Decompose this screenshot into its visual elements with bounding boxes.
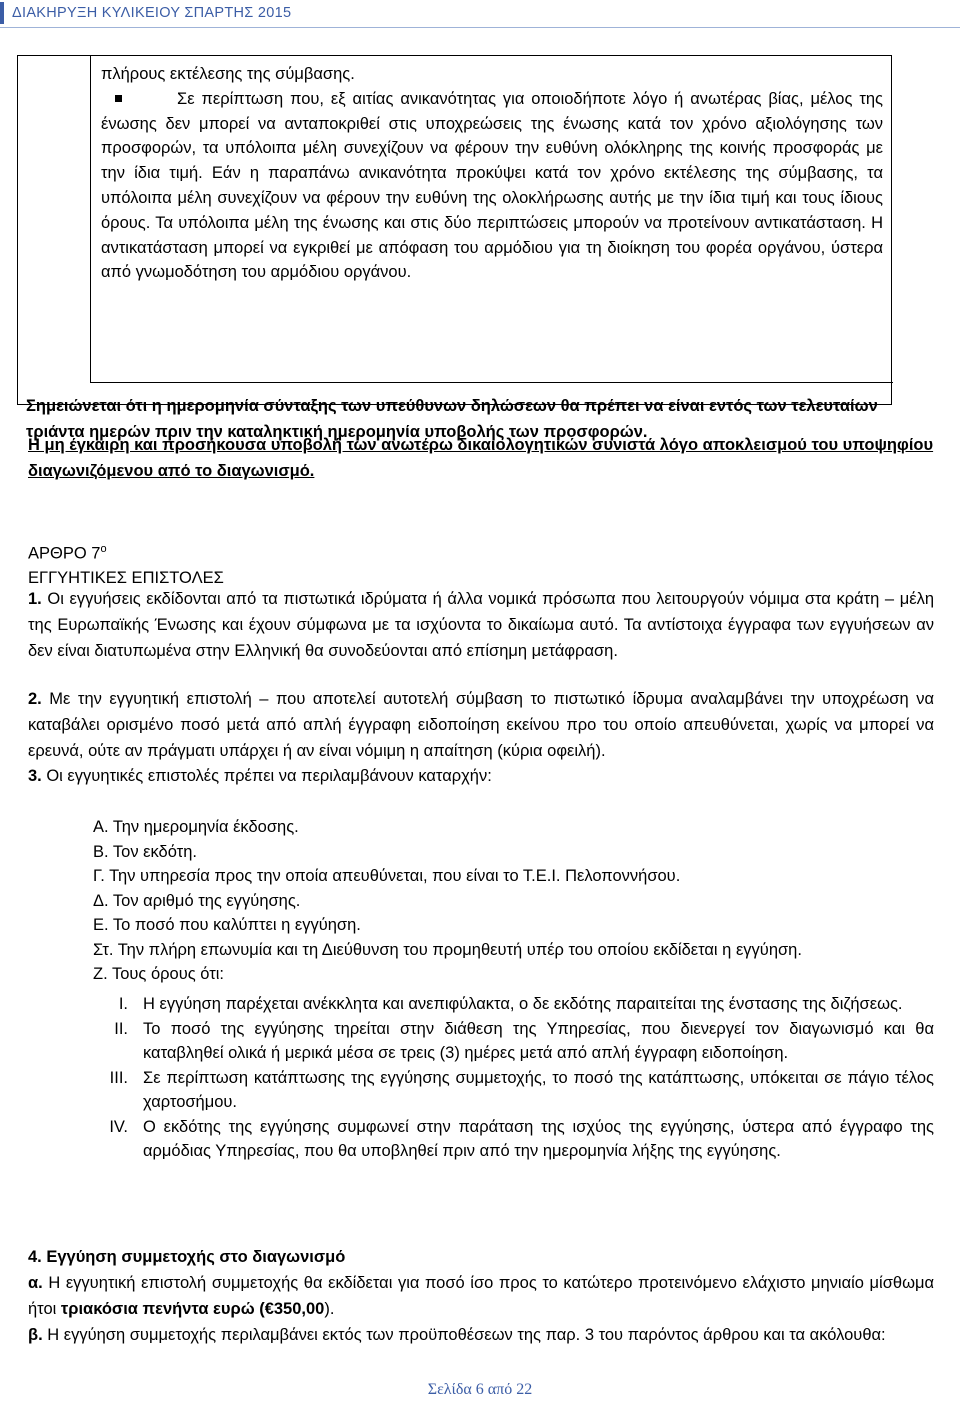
roman-num: IV. [109, 1117, 128, 1136]
p4a-num: α. [28, 1274, 43, 1292]
p2-num: 2. [28, 690, 42, 708]
list-item: Δ. Τον αριθμό της εγγύησης. [93, 891, 301, 910]
paragraph-1-text [28, 586, 934, 664]
square-bullet-icon [115, 95, 122, 102]
roman-text: Ο εκδότης της εγγύησης συμφωνεί στην παράταση της ισχύος της εγγύησης, ύστερα από έγγραφο της αρμόδιας Υπηρεσίας, που θα υποβληθεί πριν από την ημερομηνία λήξης της εγγύησης. [143, 1117, 934, 1160]
inner-cell [90, 56, 893, 383]
warning-text: Η μη έγκαιρη και προσήκουσα υποβολή των ανωτέρω δικαιολογητικών συνιστά λόγο αποκλεισμού του υποψηφίου διαγωνιζόμενου από το διαγωνισμό. [28, 436, 934, 480]
roman-text: Σε περίπτωση κατάπτωσης της εγγύησης συμμετοχής, το ποσό της κατάπτωσης, υπόκειται σε πάγιο τέλος χαρτοσήμου. [143, 1068, 934, 1111]
roman-num: I. [118, 995, 128, 1013]
paragraph-1 [28, 586, 934, 664]
inner-cell-text [101, 62, 883, 285]
article-heading-block [28, 536, 934, 591]
list-item: Γ. Την υπηρεσία προς την οποία απευθύνεται, που είναι το Τ.Ε.Ι. Πελοποννήσου. [93, 867, 681, 885]
article-heading-text: ΑΡΘΡΟ 7 [28, 544, 101, 563]
list-item: Ε. Το ποσό που καλύπτει η εγγύηση. [93, 916, 361, 934]
header-rule [0, 27, 960, 28]
p4-title: 4. Εγγύηση συμμετοχής στο διαγωνισμό [28, 1248, 346, 1266]
bullet-text: Σε περίπτωση που, εξ αιτίας ανικανότητας για οποιοδήποτε λόγο ή ανωτέρας βίας, μέλος της ένωσης δεν μπορεί να ανταποκριθεί στις υποχρεώσεις της ένωσης κατά τον χρόνο αξιολόγησης των προσφορών, τα υπόλοιπα μέλη συνεχίζουν να φέρουν την ευθύνη ολόκληρης της κοινής προσφοράς με την ίδια τιμή. Εάν η παραπάνω ανικανότητα προκύψει κατά τον χρόνο εκτέλεσης της σύμβασης, τα υπόλοιπα μέλη συνεχίζουν να φέρουν την ευθύνη της ολοκλήρωσης αυτής με την ίδια τιμή και τους ίδιους όρους. Τα υπόλοιπα μέλη της ένωσης και στις δύο περιπτώσεις μπορούν να προτείνουν αντικατάσταση. Η αντικατάσταση μπορεί να εγκριθεί με απόφαση του αρμόδιου για τη διοίκηση του φορέα οργάνου, ύστερα από γνωμοδότηση του αρμόδιου οργάνου. [101, 89, 883, 282]
box-line1: πλήρους εκτέλεσης της σύμβασης. [101, 65, 355, 83]
roman-text: Το ποσό της εγγύησης τηρείται στην διάθεση της Υπηρεσίας, που διενεργεί τον διαγωνισμό και θα καταβληθεί ολικά ή μερικά μέσα σε τρεις (3) ημέρες μετά από απλή έγγραφη ειδοποίηση. [143, 1019, 934, 1062]
requirements-list [28, 815, 934, 987]
paragraph-3 [28, 763, 934, 789]
page-header [0, 0, 960, 30]
p1-num: 1. [28, 590, 42, 608]
p4a-body: Η εγγυητική επιστολή συμμετοχής θα εκδίδεται για ποσό ίσο προς το κατώτερο προτεινόμενο ελάχιστο μηνιαίο μίσθωμα ήτοι [28, 1274, 934, 1318]
roman-item [28, 1017, 934, 1066]
p4a-amount: τριακόσια πενήντα ευρώ (€350,00 [60, 1300, 325, 1318]
p1-body: Οι εγγυήσεις εκδίδονται από τα πιστωτικά ιδρύματα ή άλλα νομικά πρόσωπα που λειτουργούν νόμιμα στα κράτη – μέλη της Ευρωπαϊκής Ένωσης και έχουν σύμφωνα με τα ισχύοντα το δικαίωμα αυτό. Τα αντίστοιχα έγγραφα των εγγυήσεων αν δεν είναι διατυπωμένα στην Ελληνική θα συνοδεύονται από επίσημη μετάφραση. [28, 590, 934, 660]
article-subheading: ΕΓΓΥΗΤΙΚΕΣ ΕΠΙΣΤΟΛΕΣ [28, 568, 224, 587]
p3-body: Οι εγγυητικές επιστολές πρέπει να περιλαμβάνουν καταρχήν: [41, 767, 492, 785]
p4b [28, 1322, 934, 1348]
p3-num: 3. [28, 767, 42, 785]
p4a-end: ). [324, 1300, 335, 1318]
roman-text: Η εγγύηση παρέχεται ανέκκλητα και ανεπιφύλακτα, ο δε εκδότης παραιτείται της ένστασης της διζήσεως. [143, 995, 903, 1013]
bullet-paragraph [101, 87, 883, 285]
roman-item [28, 1115, 934, 1164]
article-heading [28, 536, 934, 567]
note-bold: Σημειώνεται ότι η ημερομηνία σύνταξης των υπεύθυνων δηλώσεων θα πρέπει να είναι εντός των τελευταίων τριάντα ημερών πριν την καταληκτική ημερομηνία υποβολής των προσφορών. [26, 397, 878, 441]
article-heading-sup: ο [100, 543, 107, 555]
terms-list [28, 992, 934, 1164]
p4b-body: Η εγγύηση συμμετοχής περιλαμβάνει εκτός των προϋποθέσεων της παρ. 3 του παρόντος άρθρου και τα ακόλουθα: [42, 1326, 886, 1344]
bordered-box [17, 55, 892, 441]
roman-item [28, 992, 934, 1017]
roman-item [28, 1066, 934, 1115]
list-item: Α. Την ημερομηνία έκδοσης. [93, 818, 299, 836]
header-accent-bar [0, 2, 4, 24]
header-title: ΔΙΑΚΗΡΥΞΗ ΚΥΛΙΚΕΙΟΥ ΣΠΑΡΤΗΣ 2015 [12, 5, 292, 21]
list-item: Ζ. Τους όρους ότι: [93, 965, 224, 983]
page-footer: Σελίδα 6 από 22 [427, 1381, 533, 1398]
roman-num: III. [109, 1068, 128, 1087]
paragraph-4 [28, 1244, 934, 1348]
p4b-num: β. [28, 1326, 43, 1344]
list-item: Β. Τον εκδότη. [93, 842, 197, 861]
paragraph-2 [28, 686, 934, 764]
paragraph-3-text [28, 763, 934, 789]
paragraph-2-text [28, 686, 934, 764]
p2-body: Με την εγγυητική επιστολή – που αποτελεί αυτοτελή σύμβαση το πιστωτικό ίδρυμα αναλαμβάνει την υποχρέωση να καταβάλει ορισμένο ποσό μετά από απλή έγγραφη ειδοποίηση εκείνου προ του οποίο απευθύνεται, χωρίς να μπορεί να ερευνά, ούτε αν πράγματι υπάρχει ή αν είναι νόμιμη η απαίτηση (κύρια οφειλή). [28, 690, 934, 760]
p4a [28, 1270, 934, 1322]
roman-num: II. [114, 1019, 128, 1038]
list-item: Στ. Την πλήρη επωνυμία και τη Διεύθυνση του προμηθευτή υπέρ του οποίου εκδίδεται η εγγύηση. [93, 940, 802, 959]
